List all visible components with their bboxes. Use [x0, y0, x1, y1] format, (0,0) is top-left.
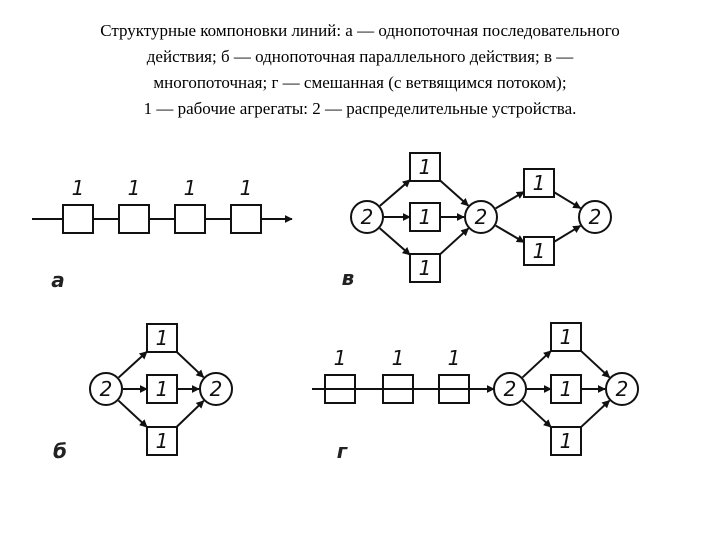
caption-line-3: многопоточная; г — смешанная (с ветвящимся потоком); — [153, 73, 567, 92]
panel-b-distributor-in-label: 2 — [99, 377, 113, 401]
panel-g-in-2 — [581, 401, 610, 428]
panel-v-1-out-0 — [380, 180, 410, 206]
panel-g-distributor-out-label: 2 — [615, 377, 629, 401]
panel-v-distributor-2-label: 2 — [474, 205, 488, 229]
panel-v-worker-a3-label: 1 — [418, 256, 432, 280]
panel-a-worker-label-3: 1 — [183, 176, 197, 200]
panel-v-2-out-0 — [496, 192, 524, 209]
panel-v-2-in-1 — [554, 226, 580, 242]
panel-a-worker-3 — [175, 205, 205, 233]
panel-b-worker-3-label: 1 — [155, 429, 169, 453]
panel-a-worker-label-1: 1 — [71, 176, 85, 200]
panel-v-letter: в — [341, 266, 355, 290]
panel-g-out-2 — [522, 401, 551, 428]
panel-v-distributor-3-label: 2 — [588, 205, 602, 229]
panel-g-in-0 — [581, 351, 610, 378]
panel-g-worker-2-label: 1 — [559, 377, 573, 401]
panel-a-worker-2 — [119, 205, 149, 233]
panel-a-worker-label-4: 1 — [239, 176, 253, 200]
caption-line-2: действия; б — однопоточная параллельного действия; в — — [146, 47, 574, 66]
panel-g-worker-seq-label-3: 1 — [447, 346, 461, 370]
panel-v-1-in-0 — [440, 180, 468, 205]
panel-a-worker-label-2: 1 — [127, 176, 141, 200]
panel-g-worker-3-label: 1 — [559, 429, 573, 453]
panel-g-worker-seq-label-2: 1 — [391, 346, 405, 370]
panel-v-2-out-1 — [496, 226, 524, 243]
panel-v-worker-a2-label: 1 — [418, 205, 432, 229]
panel-b-out-0 — [119, 352, 147, 378]
panel-g-letter: г — [336, 439, 348, 463]
panel-v-distributor-1-label: 2 — [360, 205, 374, 229]
panel-v-1-out-2 — [380, 228, 410, 255]
panel-a-worker-1 — [63, 205, 93, 233]
panel-v-worker-b2-label: 1 — [532, 239, 546, 263]
panel-v-worker-b1-label: 1 — [532, 171, 546, 195]
panel-v-worker-a1-label: 1 — [418, 155, 432, 179]
caption-line-1: Структурные компоновки линий: а — однопоточная последовательного — [100, 21, 620, 40]
panel-v-2-in-0 — [554, 192, 580, 208]
panel-v-1-in-2 — [440, 228, 468, 254]
panel-a-letter: а — [51, 268, 65, 292]
panel-b-worker-2-label: 1 — [155, 377, 169, 401]
panel-b-in-2 — [177, 401, 204, 427]
panel-g-worker-1-label: 1 — [559, 325, 573, 349]
panel-b-distributor-out-label: 2 — [209, 377, 223, 401]
caption-line-4: 1 — рабочие агрегаты: 2 — распределительные устройства. — [143, 99, 577, 118]
panel-b-letter: б — [53, 439, 67, 463]
panel-g-distributor-in-label: 2 — [503, 377, 517, 401]
panel-g-out-0 — [522, 351, 551, 378]
panel-g-worker-seq-label-1: 1 — [333, 346, 347, 370]
panel-a-worker-4 — [231, 205, 261, 233]
panel-b-in-0 — [177, 352, 204, 377]
panel-b-out-2 — [118, 401, 147, 428]
panel-b-worker-1-label: 1 — [155, 326, 169, 350]
